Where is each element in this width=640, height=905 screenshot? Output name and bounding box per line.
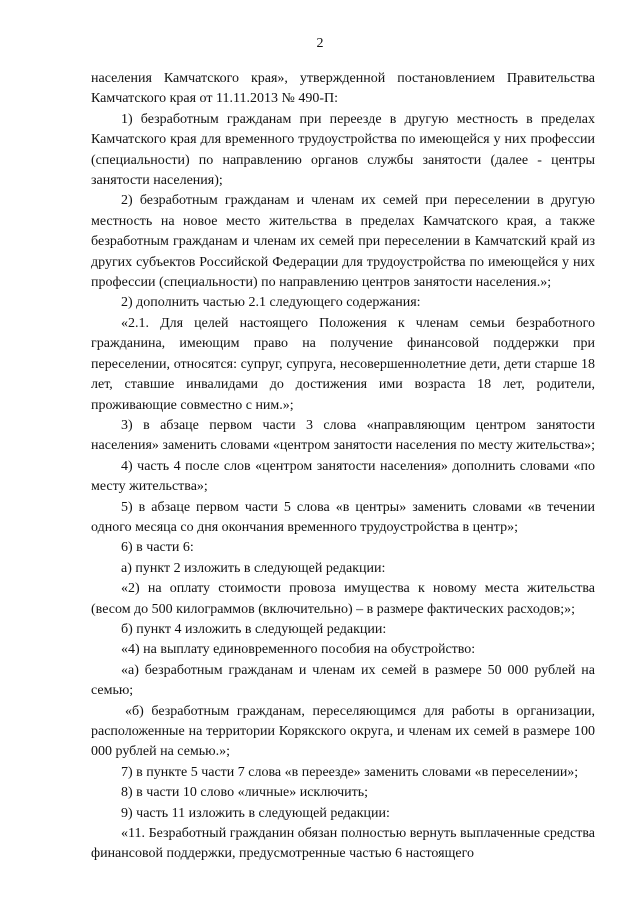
- paragraph-point-2: «2) на оплату стоимости провоза имущества к новому места жительства (весом до 500 килограммов (включительно) – в размере фактических расходов;»;: [91, 581, 595, 617]
- paragraph-point-4-a: «а) безработным гражданам и членам их семей в размере 50 000 рублей на семью;: [91, 662, 595, 699]
- paragraph-point-4: «4) на выплату единовременного пособия на обустройство:: [121, 642, 476, 658]
- paragraph-amendment-5: 5) в абзаце первом части 5 слова «в центры» заменить словами «в течении одного месяца со дня окончания временного трудоустройства в центр»;: [91, 499, 595, 535]
- document-body: [91, 69, 595, 865]
- paragraph-amendment-8: 8) в части 10 слово «личные» исключить;: [121, 785, 369, 801]
- paragraph-amendment-7: 7) в пункте 5 части 7 слова «в переезде» заменить словами «в переселении»;: [121, 764, 579, 780]
- paragraph-amendment-3: 3) в абзаце первом части 3 слова «направляющим центром занятости населения» заменить словами «центром занятости населения по месту жительства»;: [91, 417, 596, 454]
- paragraph-intro-continuation: населения Камчатского края», утвержденной постановлением Правительства Камчатского края от 11.11.2013 № 490-П:: [91, 71, 595, 107]
- paragraph-item-1: 1) безработным гражданам при переезде в другую местность в пределах Камчатского края для временного трудоустройства по имеющейся у них профессии (специальности) по направлению органов службы занятости (далее - центры занятости населения);: [91, 111, 595, 189]
- paragraph-amendment-2: 2) дополнить частью 2.1 следующего содержания:: [121, 295, 421, 311]
- paragraph-amendment-4: 4) часть 4 после слов «центром занятости населения» дополнить словами «по месту жительства»;: [91, 458, 595, 495]
- paragraph-subitem-b: б) пункт 4 изложить в следующей редакции:: [121, 621, 387, 637]
- paragraph-item-2: 2) безработным гражданам и членам их семей при переселении в другую местность на новое место жительства в пределах Камчатского края, а также безработным гражданам и членам их семей при переселении в Камчатский край из других субъектов Российской Федерации для трудоустройства по имеющейся у них профессии (специальности) по направлению центров занятости населения.»;: [91, 193, 595, 291]
- paragraph-amendment-6: 6) в части 6:: [121, 540, 194, 556]
- paragraph-amendment-9: 9) часть 11 изложить в следующей редакции:: [121, 805, 390, 821]
- paragraph-subitem-a: а) пункт 2 изложить в следующей редакции:: [121, 560, 386, 576]
- paragraph-point-4-b: «б) безработным гражданам, переселяющимся для работы в организации, расположенные на территории Корякского округа, и членам их семей в размере 100 000 рублей на семью.»;: [91, 703, 595, 760]
- page-number: 2: [316, 36, 324, 51]
- paragraph-part-11: «11. Безработный гражданин обязан полностью вернуть выплаченные средства финансовой поддержки, предусмотренные частью 6 настоящего: [91, 826, 595, 862]
- paragraph-part-2-1: «2.1. Для целей настоящего Положения к членам семьи безработного гражданина, имеющим право на получение финансовой поддержки при переселении, относятся: супруг, супруга, несовершеннолетние дети, дети старше 18 лет, ставшие инвалидами до достижения ими возраста 18 лет, родители, проживающие совместно с ним.»;: [91, 315, 595, 413]
